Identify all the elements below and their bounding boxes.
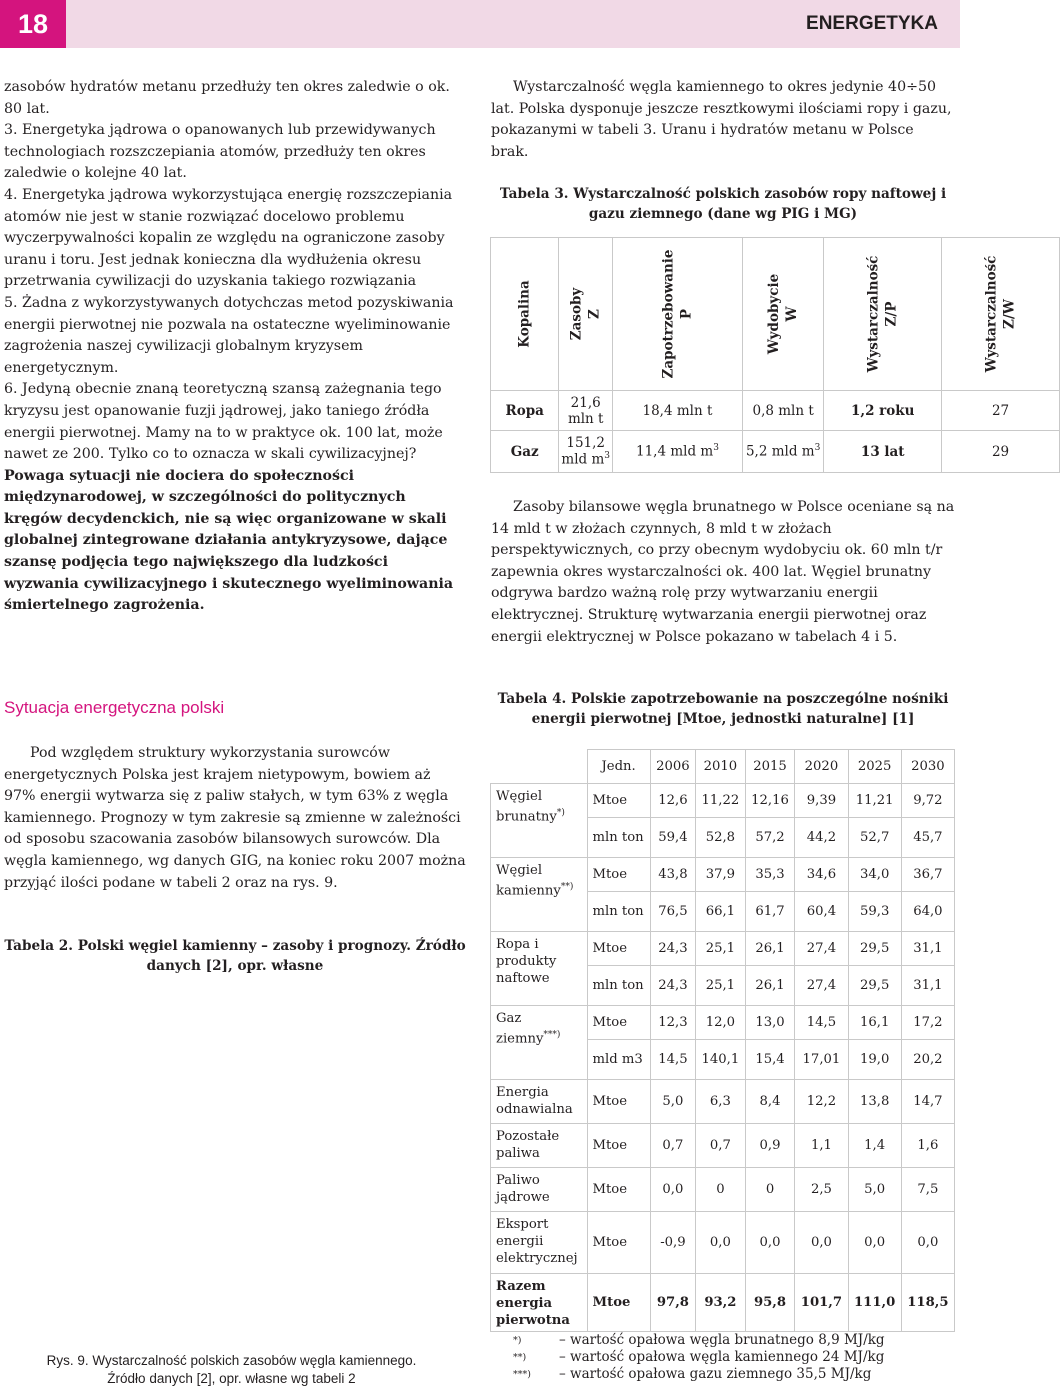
table-cell: 31,1 xyxy=(901,932,954,966)
table-header: Jedn. xyxy=(587,750,650,784)
table-cell: 0,7 xyxy=(650,1124,695,1168)
footnote-mark: ***) xyxy=(513,1369,531,1380)
row-label: Energia odnawialna xyxy=(491,1080,588,1124)
table-cell: 25,1 xyxy=(696,932,746,966)
table-cell: 25,1 xyxy=(696,966,746,1006)
table-cell: 52,8 xyxy=(696,818,746,858)
table-cell: 0,0 xyxy=(650,1168,695,1212)
table-cell: 27,4 xyxy=(795,966,848,1006)
table-cell: 37,9 xyxy=(696,858,746,892)
table-cell: 0,7 xyxy=(696,1124,746,1168)
table-cell: 101,7 xyxy=(795,1274,848,1332)
unit-cell: Mtoe xyxy=(587,1274,650,1332)
table-cell: 59,3 xyxy=(848,892,901,932)
row-label: Ropa i produkty naftowe xyxy=(491,932,588,1006)
table-row xyxy=(491,1080,955,1124)
table-cell: 0,9 xyxy=(745,1124,795,1168)
table-header: Zasoby Z xyxy=(559,238,613,391)
table-cell: 5,0 xyxy=(848,1168,901,1212)
table3 xyxy=(490,237,1060,473)
footnote-text: – wartość opałowa gazu ziemnego 35,5 MJ/kg xyxy=(559,1366,872,1382)
table-cell: 0,0 xyxy=(745,1212,795,1274)
unit-cell: Mtoe xyxy=(587,932,650,966)
table-cell: 12,3 xyxy=(650,1006,695,1040)
table-row xyxy=(491,1212,955,1274)
table4 xyxy=(490,749,955,1332)
table-row xyxy=(491,1168,955,1212)
table-cell: 24,3 xyxy=(650,932,695,966)
total-row xyxy=(491,1274,955,1332)
table-row: Gaz 151,2 mld $m^3$ 11,4 mld $m^3$ 5,2 mld $m^3$ 13 lat 29 xyxy=(491,431,1060,473)
table-cell: 97,8 xyxy=(650,1274,695,1332)
table-cell: 111,0 xyxy=(848,1274,901,1332)
page-number: 18 xyxy=(0,0,66,48)
table-cell: 13,0 xyxy=(745,1006,795,1040)
table-cell: 66,1 xyxy=(696,892,746,932)
table-cell: 17,01 xyxy=(795,1040,848,1080)
table-cell: 0,0 xyxy=(696,1212,746,1274)
table-cell: 95,8 xyxy=(745,1274,795,1332)
table-cell: 0,0 xyxy=(795,1212,848,1274)
table-row xyxy=(491,1124,955,1168)
table-cell: 1,6 xyxy=(901,1124,954,1168)
table-cell: 0,0 xyxy=(848,1212,901,1274)
unit-cell: Mtoe xyxy=(587,1124,650,1168)
table-cell: 8,4 xyxy=(745,1080,795,1124)
table-cell: 29,5 xyxy=(848,966,901,1006)
table-cell: 9,39 xyxy=(795,784,848,818)
table-cell: 59,4 xyxy=(650,818,695,858)
table-header: 2006 xyxy=(650,750,695,784)
footnote-text: – wartość opałowa węgla brunatnego 8,9 MJ/kg xyxy=(559,1332,885,1348)
page-header xyxy=(0,0,960,48)
table-cell: 1,4 xyxy=(848,1124,901,1168)
table-cell: 6,3 xyxy=(696,1080,746,1124)
table-cell: 44,2 xyxy=(795,818,848,858)
row-label: Węgiel kamienny**) xyxy=(491,858,588,932)
unit-cell: mld m3 xyxy=(587,1040,650,1080)
table-cell: 14,5 xyxy=(650,1040,695,1080)
table-header: 2015 xyxy=(745,750,795,784)
table-cell: 57,2 xyxy=(745,818,795,858)
table2-caption: Tabela 2. Polski węgiel kamienny – zasoby i prognozy. Źródło danych [2], opr. własne xyxy=(4,938,466,974)
table3-caption: Tabela 3. Wystarczalność polskich zasobów ropy naftowej i gazu ziemnego (dane wg PIG i MG) xyxy=(499,186,947,222)
paragraph: Zasoby bilansowe węgla brunatnego w Polsce oceniane są na 14 mld t w złożach czynnych, 8 mld t w złożach perspektywicznych, co przy obecnym wydobyciu ok. 60 mln t/r zapewnia okres wystarczalności ok. 400 lat. Węgiel brunatny odgrywa bardzo ważną rolę przy wytwarzaniu energii elektrycznej. Strukturę wytwarzania energii pierwotnej oraz energii elektrycznej w Polsce pokazano w tabelach 4 i 5. xyxy=(491,499,955,645)
table-header: 2020 xyxy=(795,750,848,784)
footnote-mark: **) xyxy=(560,882,574,892)
table-cell: 35,3 xyxy=(745,858,795,892)
footnote-mark: *) xyxy=(513,1335,522,1346)
footnote-mark: **) xyxy=(513,1352,527,1363)
table-header: 2010 xyxy=(696,750,746,784)
right-column xyxy=(491,77,955,163)
unit-cell: Mtoe xyxy=(587,1168,650,1212)
table-cell: 0 xyxy=(696,1168,746,1212)
footnote-mark: ***) xyxy=(543,1030,561,1040)
table-cell: 17,2 xyxy=(901,1006,954,1040)
row-label: Paliwo jądrowe xyxy=(491,1168,588,1212)
table-cell: -0,9 xyxy=(650,1212,695,1274)
right-column-middle xyxy=(491,497,955,648)
table-header: 2025 xyxy=(848,750,901,784)
paragraph: zasobów hydratów metanu przedłuży ten okres zaledwie o ok. 80 lat. xyxy=(4,79,450,117)
table-cell: 7,5 xyxy=(901,1168,954,1212)
table-cell: 19,0 xyxy=(848,1040,901,1080)
unit-cell: Mtoe xyxy=(587,1080,650,1124)
table-cell: 27,4 xyxy=(795,932,848,966)
table-cell: 34,6 xyxy=(795,858,848,892)
table-header: Zapotrzebowanie P xyxy=(612,238,742,391)
table-cell: 9,72 xyxy=(901,784,954,818)
footnote xyxy=(513,1349,884,1366)
paragraph: 4. Energetyka jądrowa wykorzystująca energię rozszczepiania atomów nie jest w stanie rozwiązać docelowo problemu wyczerpywalności kopalin ze względu na ograniczone zasoby uranu i toru. Jest jednak konieczna dla wydłużenia okresu przetrwania cywilizacji do uzyskania takiego rozwiązania xyxy=(4,186,453,290)
section-name: ENERGETYKA xyxy=(806,13,938,34)
table-cell: 2,5 xyxy=(795,1168,848,1212)
table-cell: 15,4 xyxy=(745,1040,795,1080)
paragraph: 5. Żadna z wykorzystywanych dotychczas metod pozyskiwania energii pierwotnej nie pozwala na ostateczne wyeliminowanie zagrożenia naszej cywilizacji globalnym kryzysem energetycznym. xyxy=(4,294,454,376)
figure9-caption xyxy=(4,1352,459,1388)
table-header: Wydobycie W xyxy=(742,238,823,391)
paragraph: Wystarczalność węgla kamiennego to okres jedynie 40÷50 lat. Polska dysponuje jeszcze resztkowymi ilościami ropy i gazu, pokazanymi w tabeli 3. Uranu i hydratów metanu w Polsce brak. xyxy=(491,79,952,160)
table-cell: 12,2 xyxy=(795,1080,848,1124)
table-cell: 12,6 xyxy=(650,784,695,818)
table-cell: 29,5 xyxy=(848,932,901,966)
row-label: Eksport energii elektrycznej xyxy=(491,1212,588,1274)
table-cell: 5,0 xyxy=(650,1080,695,1124)
left-column xyxy=(4,77,466,617)
table-cell: 60,4 xyxy=(795,892,848,932)
table-header: 2030 xyxy=(901,750,954,784)
table-cell: 140,1 xyxy=(696,1040,746,1080)
paragraph: 6. Jedyną obecnie znaną teoretyczną szansą zażegnania tego kryzysu jest opanowanie fuzji jądrowej, jako taniego źródła energii pierwotnej. Mamy na to w praktyce ok. 100 lat, może nawet ze 200. Tylko co to oznacza w skali cywilizacyjnej? xyxy=(4,381,443,463)
table-row xyxy=(491,858,955,892)
table-cell: 36,7 xyxy=(901,858,954,892)
unit-cell: Mtoe xyxy=(587,784,650,818)
table-cell: 14,5 xyxy=(795,1006,848,1040)
table-cell: 13,8 xyxy=(848,1080,901,1124)
table-cell: 64,0 xyxy=(901,892,954,932)
table-cell: 11,22 xyxy=(696,784,746,818)
table-header: Kopalina xyxy=(491,238,559,391)
table-corner xyxy=(491,750,588,784)
table-cell: 31,1 xyxy=(901,966,954,1006)
table-cell: 26,1 xyxy=(745,932,795,966)
unit-cell: mln ton xyxy=(587,892,650,932)
figure9-caption-line: Źródło danych [2], opr. własne wg tabeli 2 xyxy=(107,1371,356,1386)
table-cell: 93,2 xyxy=(696,1274,746,1332)
row-label: Gaz ziemny***) xyxy=(491,1006,588,1080)
table-cell: 0,0 xyxy=(901,1212,954,1274)
table-row xyxy=(491,1006,955,1040)
table4-caption: Tabela 4. Polskie zapotrzebowanie na poszczególne nośniki energii pierwotnej [Mtoe, jednostki naturalne] [1] xyxy=(497,691,949,727)
unit-cell: mln ton xyxy=(587,818,650,858)
bold-paragraph: Powaga sytuacji nie dociera do społeczności międzynarodowej, w szczególności do politycznych kręgów decydenckich, nie są więc organizowane w skali globalnej zintegrowane działania antykryzysowe, dające szansę podjęcia tego największego dla ludzkości wyzwania cywilizacyjnego i skutecznego wyeliminowania śmiertelnego zagrożenia. xyxy=(4,467,454,614)
row-label: Razem energia pierwotna xyxy=(491,1274,588,1332)
table-cell: 24,3 xyxy=(650,966,695,1006)
table-cell: 26,1 xyxy=(745,966,795,1006)
table-cell: 16,1 xyxy=(848,1006,901,1040)
unit-cell: Mtoe xyxy=(587,1006,650,1040)
table-cell: 45,7 xyxy=(901,818,954,858)
table-cell: 12,0 xyxy=(696,1006,746,1040)
table-cell: 14,7 xyxy=(901,1080,954,1124)
footnote xyxy=(513,1332,885,1349)
table-cell: 76,5 xyxy=(650,892,695,932)
table-header: Wystarczalność Z/P xyxy=(824,238,942,391)
table-cell: 52,7 xyxy=(848,818,901,858)
table-cell: 34,0 xyxy=(848,858,901,892)
table-cell: 0 xyxy=(745,1168,795,1212)
table-row xyxy=(491,932,955,966)
left-column-lower xyxy=(4,743,466,894)
footnote-text: – wartość opałowa węgla kamiennego 24 MJ/kg xyxy=(559,1349,885,1365)
footnote xyxy=(513,1366,871,1383)
section-title: Sytuacja energetyczna polski xyxy=(4,698,225,717)
figure9-caption-line: Rys. 9. Wystarczalność polskich zasobów węgla kamiennego. xyxy=(46,1353,417,1368)
table-header-row xyxy=(491,238,1060,391)
table-cell: 1,1 xyxy=(795,1124,848,1168)
unit-cell: Mtoe xyxy=(587,858,650,892)
row-label: Pozostałe paliwa xyxy=(491,1124,588,1168)
footnote-mark: *) xyxy=(556,808,565,818)
unit-cell: Mtoe xyxy=(587,1212,650,1274)
paragraph: 3. Energetyka jądrowa o opanowanych lub przewidywanych technologiach rozszczepiania atomów, przedłuży ten okres zaledwie o kolejne 40 lat. xyxy=(4,122,436,182)
paragraph: Pod względem struktury wykorzystania surowców energetycznych Polska jest krajem nietypowym, bowiem aż 97% energii wytwarza się z paliw stałych, w tym 63% z węgla kamiennego. Prognozy w tym zakresie są zmienne w zależności od sposobu szacowania zasobów bilansowych surowców. Dla węgla kamiennego, wg danych GIG, na koniec roku 2007 można przyjąć ilości podane w tabeli 2 oraz na rys. 9. xyxy=(4,745,466,891)
row-label: Węgiel brunatny*) xyxy=(491,784,588,858)
table-cell: 61,7 xyxy=(745,892,795,932)
table-row: Ropa 21,6 mln t 18,4 mln t 0,8 mln t 1,2 roku 27 xyxy=(491,391,1060,431)
table-cell: 118,5 xyxy=(901,1274,954,1332)
table-header: Wystarczalność Z/W xyxy=(942,238,1060,391)
unit-cell: mln ton xyxy=(587,966,650,1006)
table-cell: 43,8 xyxy=(650,858,695,892)
table-header-row xyxy=(491,750,955,784)
table-row xyxy=(491,784,955,818)
table-cell: 11,21 xyxy=(848,784,901,818)
table-cell: 20,2 xyxy=(901,1040,954,1080)
table-cell: 12,16 xyxy=(745,784,795,818)
